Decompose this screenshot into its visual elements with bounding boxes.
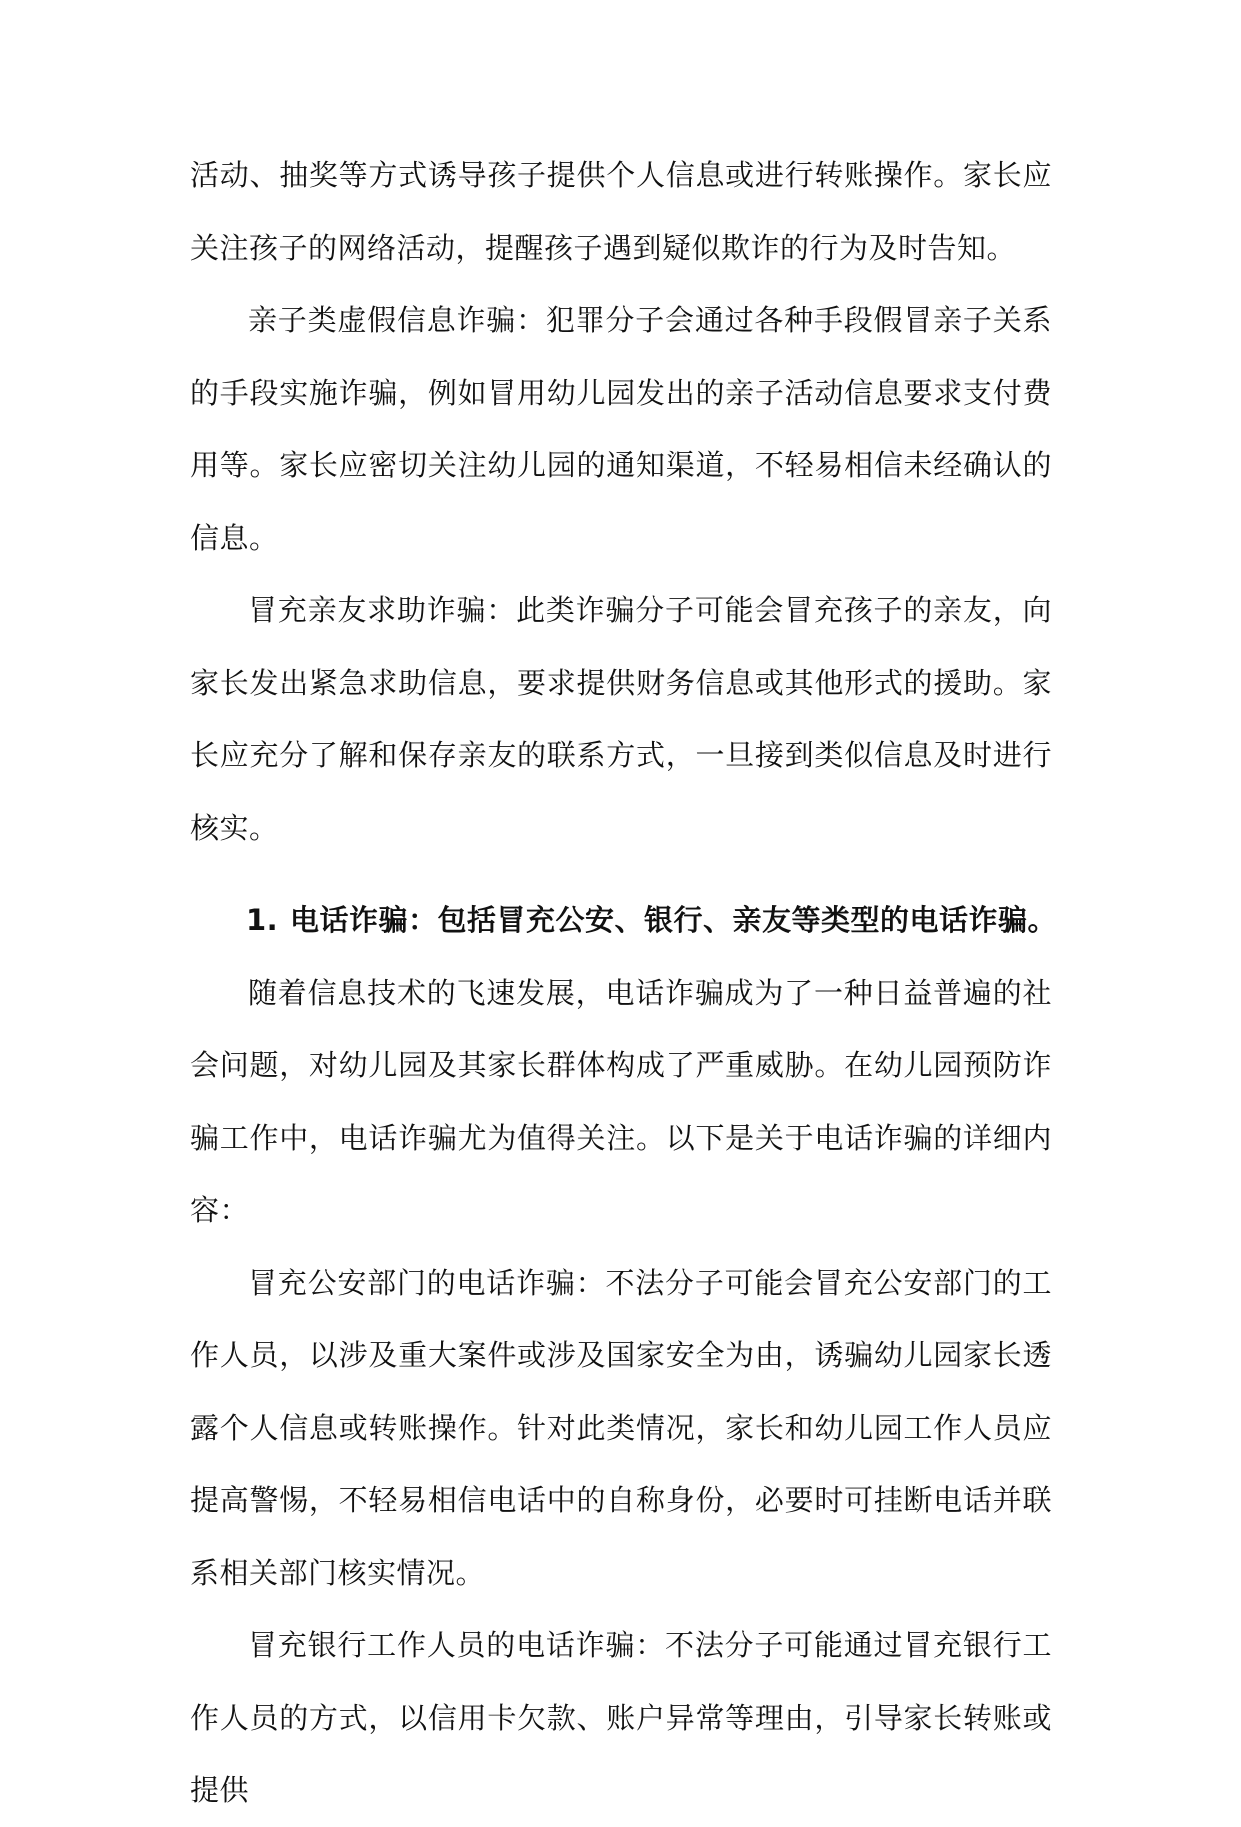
paragraph-phone-fraud-intro: 随着信息技术的飞速发展，电话诈骗成为了一种日益普遍的社会问题，对幼儿园及其家长群体构成了严重威胁。在幼儿园预防诈骗工作中，电话诈骗尤为值得关注。以下是关于电话诈骗的详细内容： <box>190 975 1052 1227</box>
paragraph-parent-child-fraud: 亲子类虚假信息诈骗：犯罪分子会通过各种手段假冒亲子关系的手段实施诈骗，例如冒用幼儿园发出的亲子活动信息要求支付费用等。家长应密切关注幼儿园的通知渠道，不轻易相信未经确认的信息。 <box>190 303 1052 555</box>
section-title: 电话诈骗：包括冒充公安、银行、亲友等类型的电话诈骗。 <box>290 903 1058 937</box>
paragraph-police-impersonation: 冒充公安部门的电话诈骗：不法分子可能会冒充公安部门的工作人员，以涉及重大案件或涉及国家安全为由，诱骗幼儿园家长透露个人信息或转账操作。针对此类情况，家长和幼儿园工作人员应提高警惕，不轻易相信电话中的自称身份，必要时可挂断电话并联系相关部门核实情况。 <box>190 1265 1052 1590</box>
document-body <box>190 139 1058 1827</box>
section-heading <box>190 884 1058 957</box>
section-number: 1. <box>246 903 279 937</box>
paragraph-continuation: 活动、抽奖等方式诱导孩子提供个人信息或进行转账操作。家长应关注孩子的网络活动，提醒孩子遇到疑似欺诈的行为及时告知。 <box>190 158 1052 265</box>
paragraph-bank-impersonation: 冒充银行工作人员的电话诈骗：不法分子可能通过冒充银行工作人员的方式，以信用卡欠款、账户异常等理由，引导家长转账或提供 <box>190 1628 1052 1807</box>
paragraph-relative-help-fraud: 冒充亲友求助诈骗：此类诈骗分子可能会冒充孩子的亲友，向家长发出紧急求助信息，要求提供财务信息或其他形式的援助。家长应充分了解和保存亲友的联系方式，一旦接到类似信息及时进行核实。 <box>190 593 1052 845</box>
